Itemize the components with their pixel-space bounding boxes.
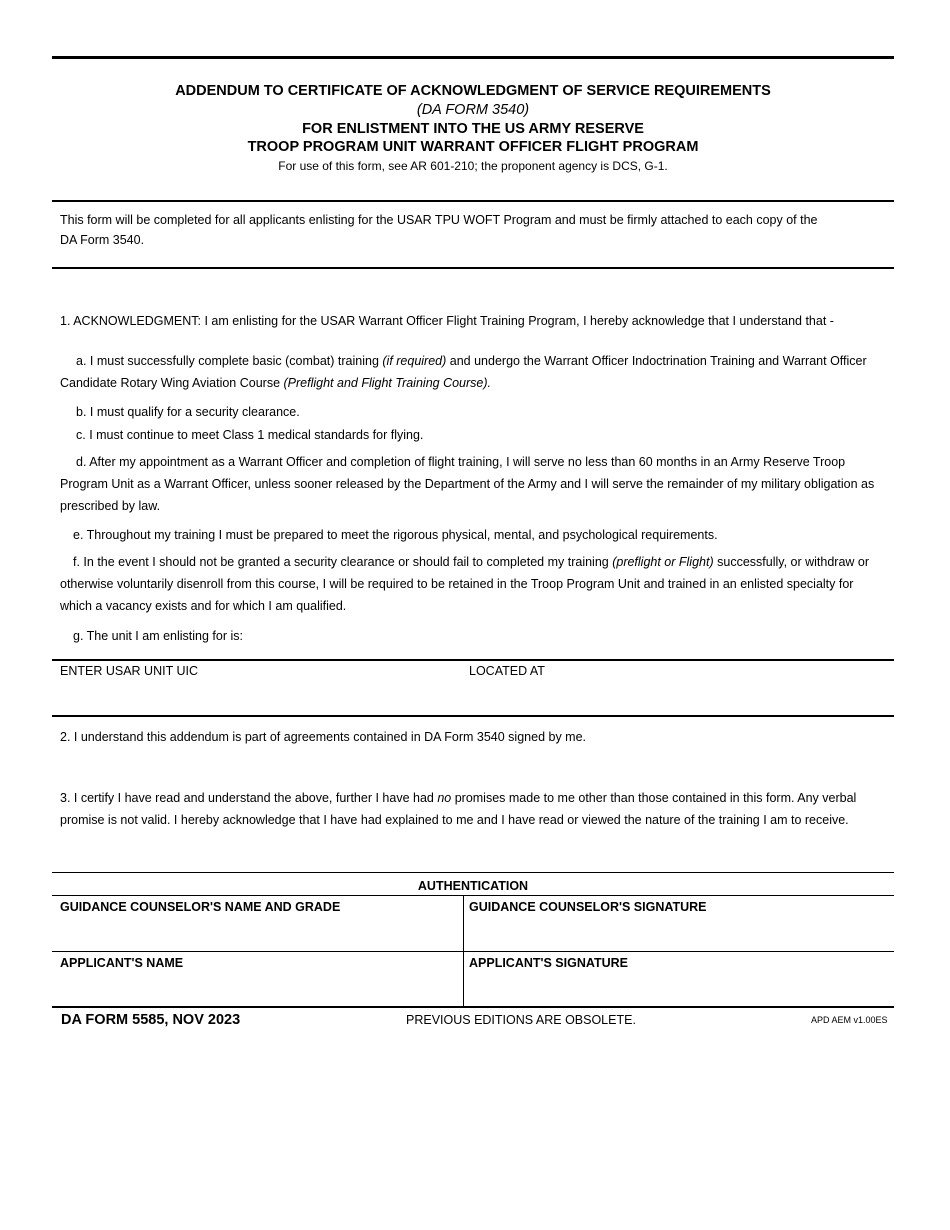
instructions-line-2: DA Form 3540. — [60, 233, 145, 247]
unit-fields-top-rule — [52, 659, 894, 661]
header-rule — [52, 200, 894, 202]
authentication-heading-rule — [52, 895, 894, 896]
counselor-name-field[interactable] — [60, 917, 455, 947]
section-1a: a. I must successfully complete basic (combat) training (if required) and undergo the Warrant Officer Indoctrination Training and Warrant Officer Candidate Rotary Wing Aviation Course (Preflight and Flight Training Course). — [60, 354, 867, 390]
top-rule — [52, 56, 894, 59]
form-number: DA FORM 5585, NOV 2023 — [61, 1012, 241, 1028]
section-1-intro: 1. ACKNOWLEDGMENT: I am enlisting for the USAR Warrant Officer Flight Training Program, I hereby acknowledge that I understand that - — [60, 314, 834, 328]
section-1f: f. In the event I should not be granted a security clearance or should fail to completed my training (preflight or Flight) successfully, or withdraw or otherwise voluntarily disenroll from this course, I will be required to be retained in the Troop Program Unit and trained in an enlisted specialty for which a vacancy exists and for which I am qualified. — [60, 555, 870, 613]
applicant-name-field[interactable] — [60, 973, 455, 1003]
instructions-line-1: This form will be completed for all applicants enlisting for the USAR TPU WOFT Program and must be firmly attached to each copy of the — [60, 213, 818, 227]
form-title: ADDENDUM TO CERTIFICATE OF ACKNOWLEDGMENT OF SERVICE REQUIREMENTS — [175, 83, 771, 99]
authentication-middle-rule — [52, 951, 894, 952]
applicant-signature-field[interactable] — [469, 973, 887, 1003]
counselor-signature-field[interactable] — [469, 917, 887, 947]
authentication-top-rule — [52, 872, 894, 873]
section-1g: g. The unit I am enlisting for is: — [73, 629, 243, 643]
counselor-name-label: GUIDANCE COUNSELOR'S NAME AND GRADE — [60, 900, 341, 914]
counselor-signature-label: GUIDANCE COUNSELOR'S SIGNATURE — [469, 900, 707, 914]
section-1e: e. Throughout my training I must be prepared to meet the rigorous physical, mental, and psychological requirements. — [73, 528, 718, 542]
located-at-field[interactable] — [469, 682, 889, 712]
instructions — [60, 210, 886, 250]
obsolete-note: PREVIOUS EDITIONS ARE OBSOLETE. — [406, 1013, 636, 1027]
section-2: 2. I understand this addendum is part of agreements contained in DA Form 3540 signed by me. — [60, 730, 587, 744]
instructions-rule — [52, 267, 894, 269]
form-title-program: TROOP PROGRAM UNIT WARRANT OFFICER FLIGHT PROGRAM — [247, 139, 699, 155]
section-1b: b. I must qualify for a security clearance. — [76, 405, 300, 419]
authentication-heading: AUTHENTICATION — [417, 879, 529, 893]
located-at-label: LOCATED AT — [469, 664, 545, 678]
applicant-signature-label: APPLICANT'S SIGNATURE — [469, 956, 628, 970]
authentication-bottom-rule — [52, 1006, 894, 1008]
applicant-name-label: APPLICANT'S NAME — [60, 956, 184, 970]
unit-fields-bottom-rule — [52, 715, 894, 717]
section-1d: d. After my appointment as a Warrant Officer and completion of flight training, I will serve no less than 60 months in an Army Reserve Troop Program Unit as a Warrant Officer, unless sooner released by the Department of the Army and I will serve the remainder of my military obligation as prescribed by law. — [60, 455, 875, 513]
proponent-note: For use of this form, see AR 601-210; the proponent agency is DCS, G-1. — [278, 159, 668, 173]
section-3: 3. I certify I have read and understand the above, further I have had no promises made to me other than those contained in this form. Any verbal promise is not valid. I hereby acknowledge that I have had explained to me and I have read or viewed the nature of the training I am to receive. — [60, 791, 857, 827]
form-subtitle-reference: (DA FORM 3540) — [416, 102, 530, 118]
uic-field[interactable] — [60, 682, 460, 712]
uic-label: ENTER USAR UNIT UIC — [60, 664, 198, 678]
form-title-enlistment: FOR ENLISTMENT INTO THE US ARMY RESERVE — [302, 121, 644, 137]
section-1c: c. I must continue to meet Class 1 medical standards for flying. — [76, 428, 424, 442]
authentication-divider — [463, 895, 464, 1007]
version-label: APD AEM v1.00ES — [811, 1015, 888, 1025]
